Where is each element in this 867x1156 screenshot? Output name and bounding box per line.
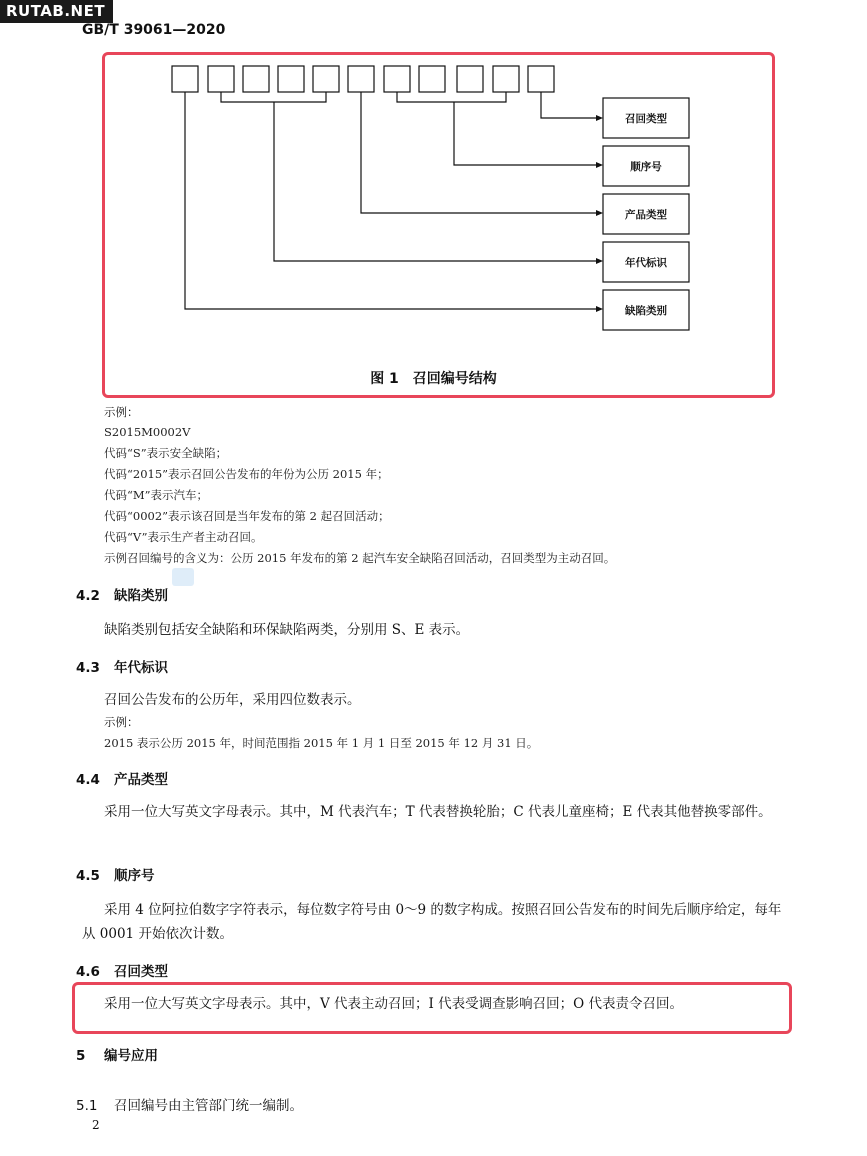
standard-code: GB/T 39061—2020 xyxy=(82,22,226,38)
section-body-4-4: 采用一位大写英文字母表示。其中，M 代表汽车；T 代表替换轮胎；C 代表儿童座椅；E 代表其他替换零部件。 xyxy=(104,804,772,820)
code-box xyxy=(172,66,198,92)
section-body-4-5: 采用 4 位阿拉伯数字字符表示，每位数字符号由 0～9 的数字构成。按照召回公告发布的时间先后顺序给定，每年从 0001 开始依次计数。 xyxy=(82,902,782,942)
section-body-4-3: 召回公告发布的公历年，采用四位数表示。 xyxy=(104,692,361,708)
section-heading-4-5: 4.5 顺序号 xyxy=(76,868,155,884)
label-recall-type: 召回类型 xyxy=(625,113,667,125)
code-box xyxy=(208,66,234,92)
code-box xyxy=(457,66,483,92)
example-label: 示例： xyxy=(104,405,139,419)
example-line: 代码“0002”表示该召回是当年发布的第 2 起召回活动； xyxy=(104,509,390,523)
example-line: 代码“2015”表示召回公告发布的年份为公历 2015 年； xyxy=(104,467,389,481)
section-heading-4-2: 4.2 缺陷类别 xyxy=(76,588,168,604)
code-box xyxy=(419,66,445,92)
example-line: 2015 表示公历 2015 年，时间范围指 2015 年 1 月 1 日至 2015 年 12 月 31 日。 xyxy=(104,736,539,750)
site-badge: RUTAB.NET xyxy=(0,0,113,23)
section-heading-5: 5 编号应用 xyxy=(76,1048,158,1064)
code-box xyxy=(348,66,374,92)
code-box xyxy=(313,66,339,92)
section-heading-4-6: 4.6 召回类型 xyxy=(76,964,168,980)
code-box xyxy=(278,66,304,92)
recall-number-structure-diagram xyxy=(0,0,867,400)
page-number: 2 xyxy=(92,1118,100,1132)
section-heading-4-3: 4.3 年代标识 xyxy=(76,660,168,676)
code-box xyxy=(528,66,554,92)
label-defect-category: 缺陷类别 xyxy=(625,305,667,317)
example-line: S2015M0002V xyxy=(104,425,191,439)
example-label: 示例： xyxy=(104,715,139,729)
section-body-4-2: 缺陷类别包括安全缺陷和环保缺陷两类，分别用 S、E 表示。 xyxy=(104,622,470,638)
code-box xyxy=(384,66,410,92)
label-sequence-number: 顺序号 xyxy=(630,161,662,173)
section-heading-4-4: 4.4 产品类型 xyxy=(76,772,168,788)
figure-caption: 图 1 召回编号结构 xyxy=(370,371,497,387)
watermark-icon xyxy=(172,568,194,586)
label-product-type: 产品类型 xyxy=(625,209,667,221)
label-year-mark: 年代标识 xyxy=(625,257,667,269)
section-body-4-6: 采用一位大写英文字母表示。其中，V 代表主动召回；I 代表受调查影响召回；O 代表责令召回。 xyxy=(104,996,684,1012)
example-line: 代码“M”表示汽车； xyxy=(104,488,209,502)
example-line: 示例召回编号的含义为：公历 2015 年发布的第 2 起汽车安全缺陷召回活动，召回类型为主动召回。 xyxy=(104,551,616,565)
example-line: 代码“S”表示安全缺陷； xyxy=(104,446,228,460)
example-line: 代码“V”表示生产者主动召回。 xyxy=(104,530,263,544)
section-heading-5-1: 5.1 召回编号由主管部门统一编制。 xyxy=(76,1098,303,1114)
code-box xyxy=(243,66,269,92)
code-box xyxy=(493,66,519,92)
